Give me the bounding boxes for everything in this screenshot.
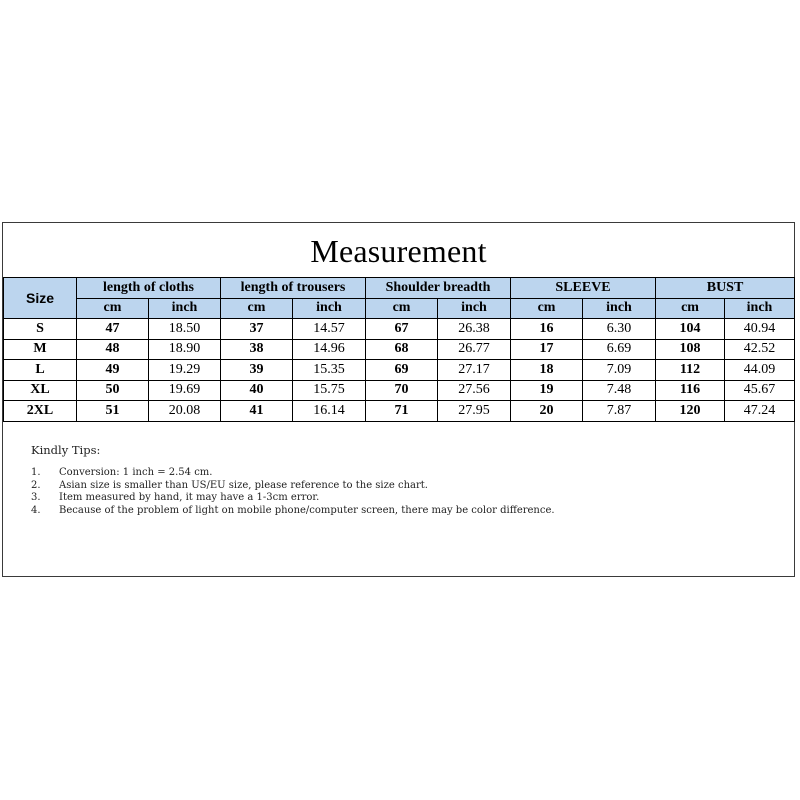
group-header: SLEEVE bbox=[511, 278, 656, 299]
table-cell: 71 bbox=[366, 401, 438, 422]
table-cell: 26.77 bbox=[438, 339, 511, 360]
table-row bbox=[4, 339, 795, 360]
tip-item bbox=[31, 467, 751, 480]
tip-item bbox=[31, 480, 751, 493]
table-cell: 19.29 bbox=[149, 360, 221, 381]
tip-text: Because of the problem of light on mobile phone/computer screen, there may be color difference. bbox=[59, 504, 555, 516]
table-cell: 20.08 bbox=[149, 401, 221, 422]
size-table bbox=[3, 277, 795, 422]
table-row bbox=[4, 380, 795, 401]
table-cell: 120 bbox=[656, 401, 725, 422]
size-label: 2XL bbox=[4, 401, 77, 422]
table-cell: 27.17 bbox=[438, 360, 511, 381]
group-header: BUST bbox=[656, 278, 795, 299]
tips-title: Kindly Tips: bbox=[31, 443, 101, 457]
table-cell: 112 bbox=[656, 360, 725, 381]
table-cell: 67 bbox=[366, 319, 438, 340]
table-cell: 37 bbox=[221, 319, 293, 340]
size-label: S bbox=[4, 319, 77, 340]
size-label: XL bbox=[4, 380, 77, 401]
unit-cm-header: cm bbox=[656, 298, 725, 319]
table-cell: 27.56 bbox=[438, 380, 511, 401]
table-cell: 68 bbox=[366, 339, 438, 360]
size-label: L bbox=[4, 360, 77, 381]
table-cell: 19 bbox=[511, 380, 583, 401]
table-cell: 18.50 bbox=[149, 319, 221, 340]
size-column-header: Size bbox=[4, 278, 77, 319]
table-cell: 47.24 bbox=[725, 401, 795, 422]
tip-number: 3. bbox=[31, 492, 41, 503]
table-cell: 42.52 bbox=[725, 339, 795, 360]
unit-inch-header: inch bbox=[583, 298, 656, 319]
table-cell: 7.48 bbox=[583, 380, 656, 401]
unit-inch-header: inch bbox=[293, 298, 366, 319]
table-cell: 38 bbox=[221, 339, 293, 360]
size-chart-card bbox=[2, 222, 795, 577]
table-cell: 16 bbox=[511, 319, 583, 340]
unit-cm-header: cm bbox=[77, 298, 149, 319]
table-cell: 69 bbox=[366, 360, 438, 381]
table-row bbox=[4, 401, 795, 422]
table-cell: 6.30 bbox=[583, 319, 656, 340]
table-cell: 27.95 bbox=[438, 401, 511, 422]
tip-text: Asian size is smaller than US/EU size, please reference to the size chart. bbox=[59, 479, 428, 491]
unit-cm-header: cm bbox=[366, 298, 438, 319]
tip-number: 2. bbox=[31, 479, 41, 491]
group-header: length of cloths bbox=[77, 278, 221, 299]
unit-cm-header: cm bbox=[511, 298, 583, 319]
table-cell: 41 bbox=[221, 401, 293, 422]
table-cell: 70 bbox=[366, 380, 438, 401]
table-cell: 18 bbox=[511, 360, 583, 381]
table-cell: 7.09 bbox=[583, 360, 656, 381]
table-cell: 14.96 bbox=[293, 339, 366, 360]
table-cell: 108 bbox=[656, 339, 725, 360]
table-row bbox=[4, 360, 795, 381]
unit-header-row bbox=[4, 298, 795, 319]
table-cell: 40 bbox=[221, 380, 293, 401]
table-cell: 17 bbox=[511, 339, 583, 360]
table-cell: 39 bbox=[221, 360, 293, 381]
table-row bbox=[4, 319, 795, 340]
table-cell: 6.69 bbox=[583, 339, 656, 360]
table-cell: 45.67 bbox=[725, 380, 795, 401]
table-cell: 26.38 bbox=[438, 319, 511, 340]
table-cell: 19.69 bbox=[149, 380, 221, 401]
group-header-row bbox=[4, 278, 795, 299]
table-cell: 50 bbox=[77, 380, 149, 401]
chart-title: Measurement bbox=[310, 233, 487, 269]
table-cell: 44.09 bbox=[725, 360, 795, 381]
unit-inch-header: inch bbox=[725, 298, 795, 319]
group-header: Shoulder breadth bbox=[366, 278, 511, 299]
tip-item bbox=[31, 505, 751, 518]
table-cell: 15.35 bbox=[293, 360, 366, 381]
tip-text: Item measured by hand, it may have a 1-3cm error. bbox=[59, 492, 320, 503]
group-header: length of trousers bbox=[221, 278, 366, 299]
table-cell: 20 bbox=[511, 401, 583, 422]
table-cell: 14.57 bbox=[293, 319, 366, 340]
table-cell: 51 bbox=[77, 401, 149, 422]
unit-inch-header: inch bbox=[438, 298, 511, 319]
table-cell: 16.14 bbox=[293, 401, 366, 422]
tip-item bbox=[31, 492, 751, 505]
tips-list bbox=[31, 467, 751, 517]
size-label: M bbox=[4, 339, 77, 360]
table-cell: 7.87 bbox=[583, 401, 656, 422]
table-cell: 49 bbox=[77, 360, 149, 381]
table-cell: 116 bbox=[656, 380, 725, 401]
tip-number: 1. bbox=[31, 467, 41, 478]
tips-section bbox=[31, 443, 751, 517]
table-cell: 15.75 bbox=[293, 380, 366, 401]
table-cell: 40.94 bbox=[725, 319, 795, 340]
table-cell: 18.90 bbox=[149, 339, 221, 360]
table-cell: 104 bbox=[656, 319, 725, 340]
table-cell: 47 bbox=[77, 319, 149, 340]
unit-cm-header: cm bbox=[221, 298, 293, 319]
tip-text: Conversion: 1 inch = 2.54 cm. bbox=[59, 467, 213, 478]
tip-number: 4. bbox=[31, 504, 41, 516]
table-cell: 48 bbox=[77, 339, 149, 360]
unit-inch-header: inch bbox=[149, 298, 221, 319]
